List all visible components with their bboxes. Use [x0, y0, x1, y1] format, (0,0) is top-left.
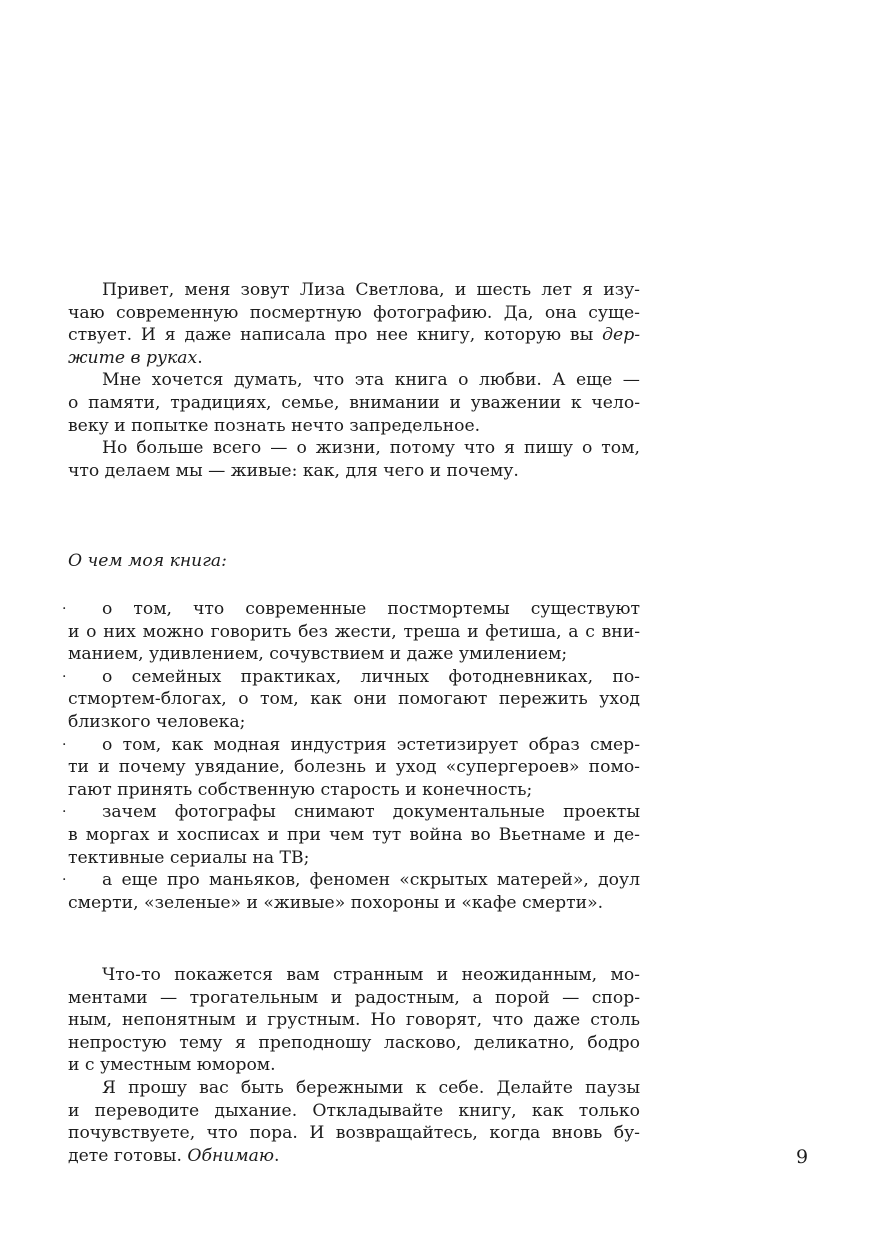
paragraph [68, 1077, 640, 1167]
text-line: гают принять собственную старость и конечность; [68, 779, 533, 800]
text-line: ным, непонятным и грустным. Но говорят, что даже столь [68, 1010, 640, 1031]
text-line: Что-то покажется вам странным и неожиданным, мо- [102, 965, 640, 985]
text-line: о памяти, традициях, семье, внимании и уважении к чело- [68, 392, 640, 413]
text-span: . [197, 347, 203, 368]
text-line [68, 347, 640, 370]
text-line: манием, удивлением, сочувствием и даже умилением; [68, 644, 568, 665]
text-line: что делаем мы — живые: как, для чего и почему. [68, 460, 519, 481]
text-line: Я прошу вас быть бережными к себе. Делайте паузы [102, 1077, 640, 1098]
topics-list [62, 598, 640, 914]
bullet-icon: · [62, 872, 67, 889]
italic-text: Обнимаю [187, 1145, 274, 1166]
outro-section [68, 964, 640, 1167]
text-line: и о них можно говорить без жести, треша и фетиша, а с вни- [68, 621, 640, 642]
text-line: а еще про маньяков, феномен «скрытых матерей», доул [102, 870, 640, 891]
text-line: зачем фотографы снимают документальные проекты [102, 802, 640, 823]
list-item [62, 734, 640, 802]
text-line: о семейных практиках, личных фотодневниках, по- [102, 666, 640, 687]
text-line: веку и попытке познать нечто запредельное. [68, 415, 481, 436]
list-item [62, 869, 640, 914]
paragraph [68, 964, 640, 1077]
text-line: стмортем-блогах, о том, как они помогают пережить уход [68, 689, 640, 710]
text-line: ментами — трогательным и радостным, а порой — спор- [68, 987, 640, 1008]
bullet-icon: · [62, 601, 67, 617]
text-span: . [274, 1145, 280, 1166]
paragraph [68, 369, 640, 437]
text-span: дете готовы. [68, 1145, 188, 1166]
intro-section [68, 279, 640, 482]
paragraph [68, 437, 640, 482]
paragraph [68, 279, 640, 369]
text-line: Мне хочется думать, что эта книга о любви. А еще — [102, 370, 640, 391]
bullet-icon: · [62, 736, 67, 753]
text-line: непростую тему я преподношу ласково, деликатно, бодро [68, 1032, 640, 1053]
text-line: Привет, меня зовут Лиза Светлова, и шесть лет я изу- [102, 280, 640, 300]
text-line: и с уместным юмором. [68, 1055, 276, 1076]
text-line: в моргах и хосписах и при чем тут война во Вьетнаме и де- [68, 824, 640, 845]
text-line [68, 324, 640, 347]
text-line: Но больше всего — о жизни, потому что я пишу о том, [102, 438, 640, 459]
text-line: чаю современную посмертную фотографию. Да, она суще- [68, 302, 640, 323]
text-line: и переводите дыхание. Откладывайте книгу, как только [68, 1100, 640, 1121]
italic-text: жите в руках [68, 347, 198, 368]
list-item [62, 598, 640, 666]
list-item [62, 801, 640, 869]
text-line: тективные сериалы на ТВ; [68, 847, 310, 868]
list-item [62, 666, 640, 734]
bullet-icon: · [62, 668, 67, 685]
text-line: ти и почему увядание, болезнь и уход «супергероев» помо- [68, 757, 640, 778]
text-line: близкого человека; [68, 711, 246, 732]
text-line: о том, как модная индустрия эстетизирует образ смер- [102, 734, 640, 755]
italic-text: дер- [602, 325, 640, 346]
bullet-icon: · [62, 804, 67, 821]
page-number: 9 [796, 1146, 809, 1168]
text-line [68, 1145, 640, 1168]
text-line: смерти, «зеленые» и «живые» похороны и «кафе смерти». [68, 892, 604, 913]
section-heading: О чем моя книга: [68, 551, 227, 571]
text-line: о том, что современные постмортемы существуют [102, 599, 640, 619]
text-span: ствует. И я даже написала про нее книгу, которую вы [68, 325, 603, 346]
text-line: почувствуете, что пора. И возвращайтесь, когда вновь бу- [68, 1123, 640, 1144]
